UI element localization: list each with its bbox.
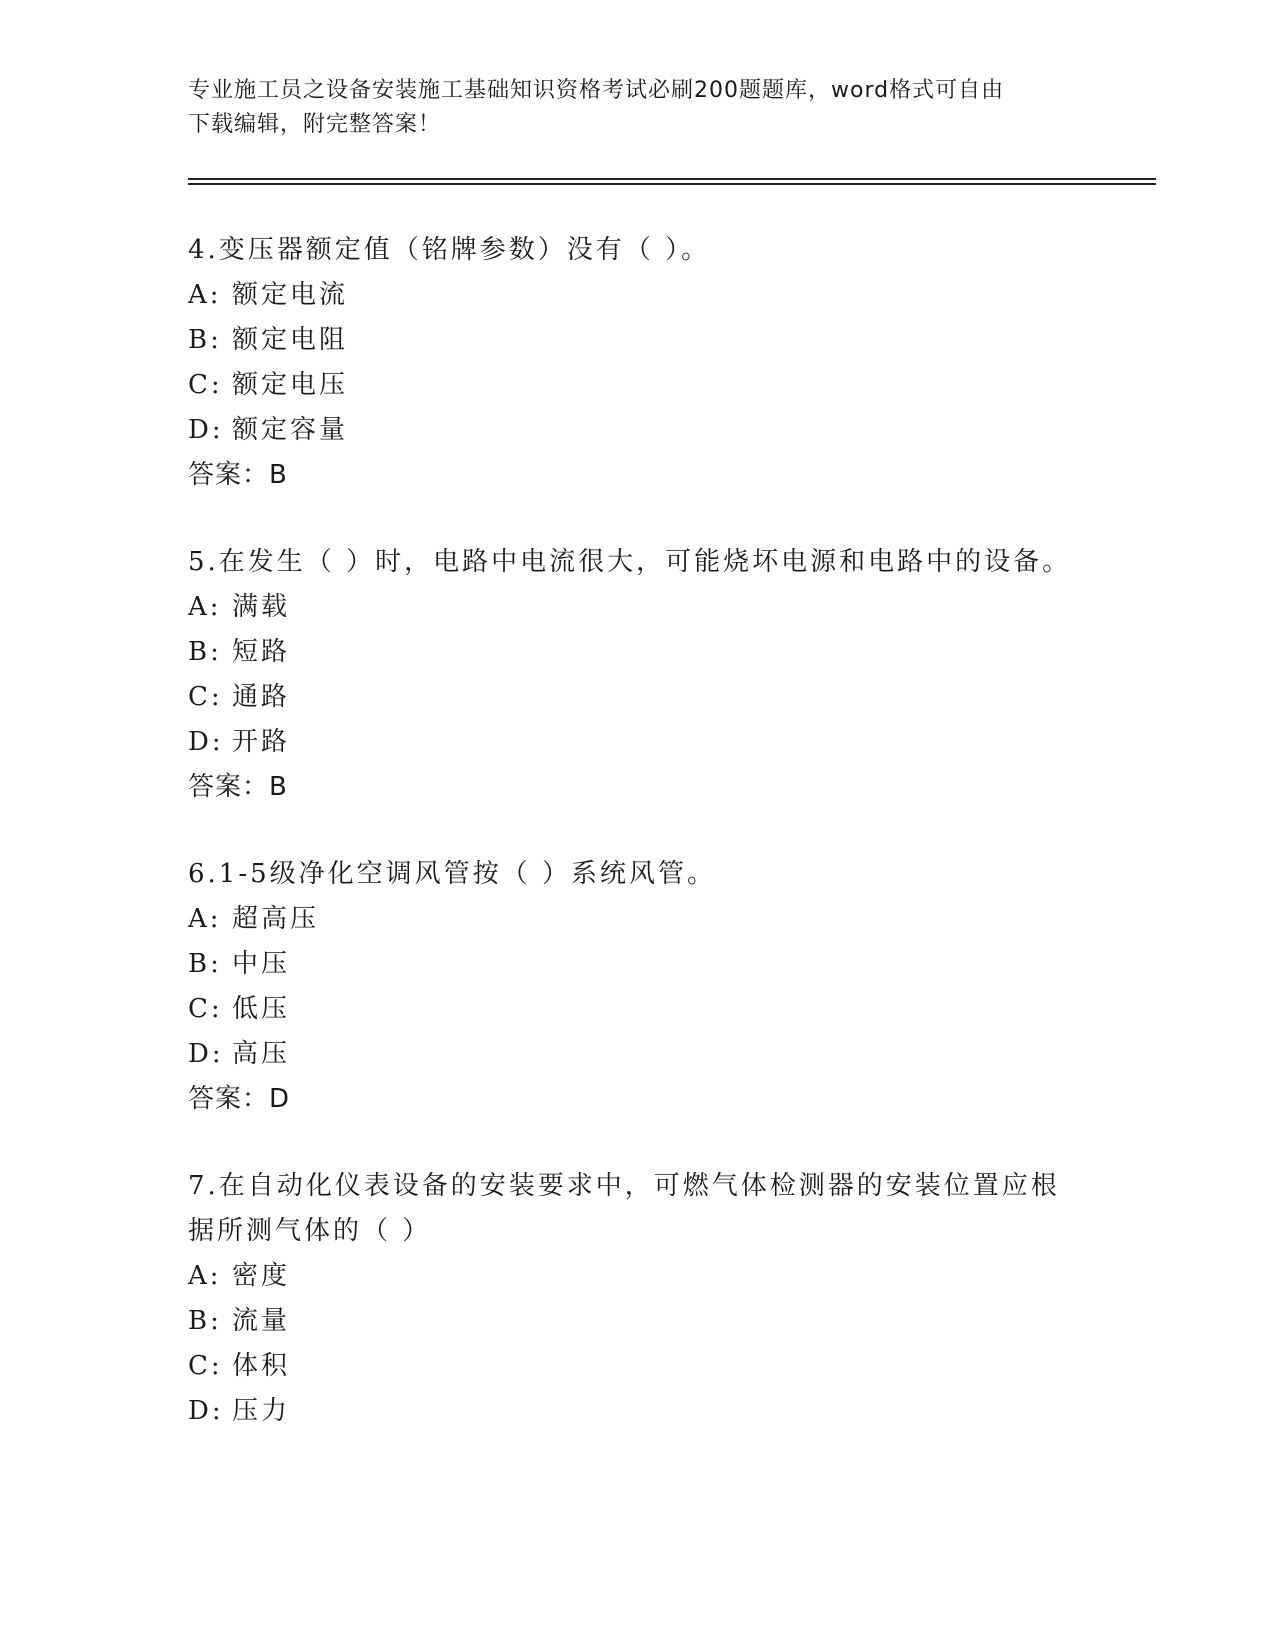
option-key: C:: [188, 370, 223, 400]
option-text: 开路: [232, 727, 291, 757]
option-text: 中压: [232, 949, 291, 979]
option-d: [188, 1032, 1088, 1077]
option-b: [188, 318, 1088, 363]
answer-line: 答案：B: [188, 772, 288, 802]
option-text: 高压: [232, 1039, 291, 1069]
question-stem-line-1: 7.在自动化仪表设备的安装要求中，可燃气体检测器的安装位置应根: [188, 1171, 1060, 1201]
option-c: [188, 363, 1088, 408]
header-divider-top: [188, 178, 1156, 180]
option-c: [188, 987, 1088, 1032]
option-key: A:: [188, 592, 222, 622]
option-d: [188, 720, 1088, 765]
option-a: [188, 1254, 1088, 1299]
question-stem: 6.1-5级净化空调风管按（ ）系统风管。: [188, 859, 716, 889]
option-a: [188, 897, 1088, 942]
option-key: B:: [188, 949, 222, 979]
option-b: [188, 630, 1088, 675]
answer-line: 答案：D: [188, 1084, 291, 1114]
option-key: C:: [188, 682, 223, 712]
option-text: 流量: [232, 1306, 291, 1336]
option-text: 低压: [232, 994, 291, 1024]
option-c: [188, 675, 1088, 720]
option-key: C:: [188, 1351, 223, 1381]
option-text: 体积: [232, 1351, 291, 1381]
header-line-1: 专业施工员之设备安装施工基础知识资格考试必刷200题题库，word格式可自由: [188, 78, 1005, 103]
option-a: [188, 273, 1088, 318]
option-c: [188, 1344, 1088, 1389]
document-header: [188, 74, 1068, 142]
option-key: A:: [188, 1261, 222, 1291]
option-b: [188, 1299, 1088, 1344]
option-text: 额定电流: [232, 280, 349, 310]
option-text: 额定容量: [232, 415, 349, 445]
header-line-2: 下载编辑，附完整答案！: [188, 112, 442, 137]
option-text: 压力: [232, 1396, 291, 1426]
option-text: 通路: [232, 682, 291, 712]
option-key: D:: [188, 1039, 224, 1069]
option-key: A:: [188, 280, 222, 310]
question-item: [188, 540, 1088, 810]
option-key: D:: [188, 1396, 224, 1426]
option-key: A:: [188, 904, 222, 934]
option-text: 短路: [232, 637, 291, 667]
option-key: D:: [188, 727, 224, 757]
header-divider-bottom: [188, 183, 1156, 185]
option-d: [188, 1389, 1088, 1434]
question-stem: 4.变压器额定值（铭牌参数）没有（ ）。: [188, 235, 711, 265]
question-list: [188, 228, 1088, 1476]
option-key: D:: [188, 415, 224, 445]
option-text: 额定电阻: [232, 325, 349, 355]
question-stem-line-2: 据所测气体的（ ）: [188, 1216, 432, 1246]
option-text: 额定电压: [232, 370, 349, 400]
answer-line: 答案：B: [188, 460, 288, 490]
option-b: [188, 942, 1088, 987]
option-key: C:: [188, 994, 223, 1024]
option-text: 满载: [232, 592, 291, 622]
option-a: [188, 585, 1088, 630]
option-text: 密度: [232, 1261, 291, 1291]
question-item: [188, 1164, 1088, 1434]
option-text: 超高压: [232, 904, 320, 934]
option-key: B:: [188, 637, 222, 667]
question-stem: 5.在发生（ ）时，电路中电流很大，可能烧坏电源和电路中的设备。: [188, 547, 1072, 577]
question-item: [188, 852, 1088, 1122]
option-d: [188, 408, 1088, 453]
question-item: [188, 228, 1088, 498]
option-key: B:: [188, 325, 222, 355]
option-key: B:: [188, 1306, 222, 1336]
